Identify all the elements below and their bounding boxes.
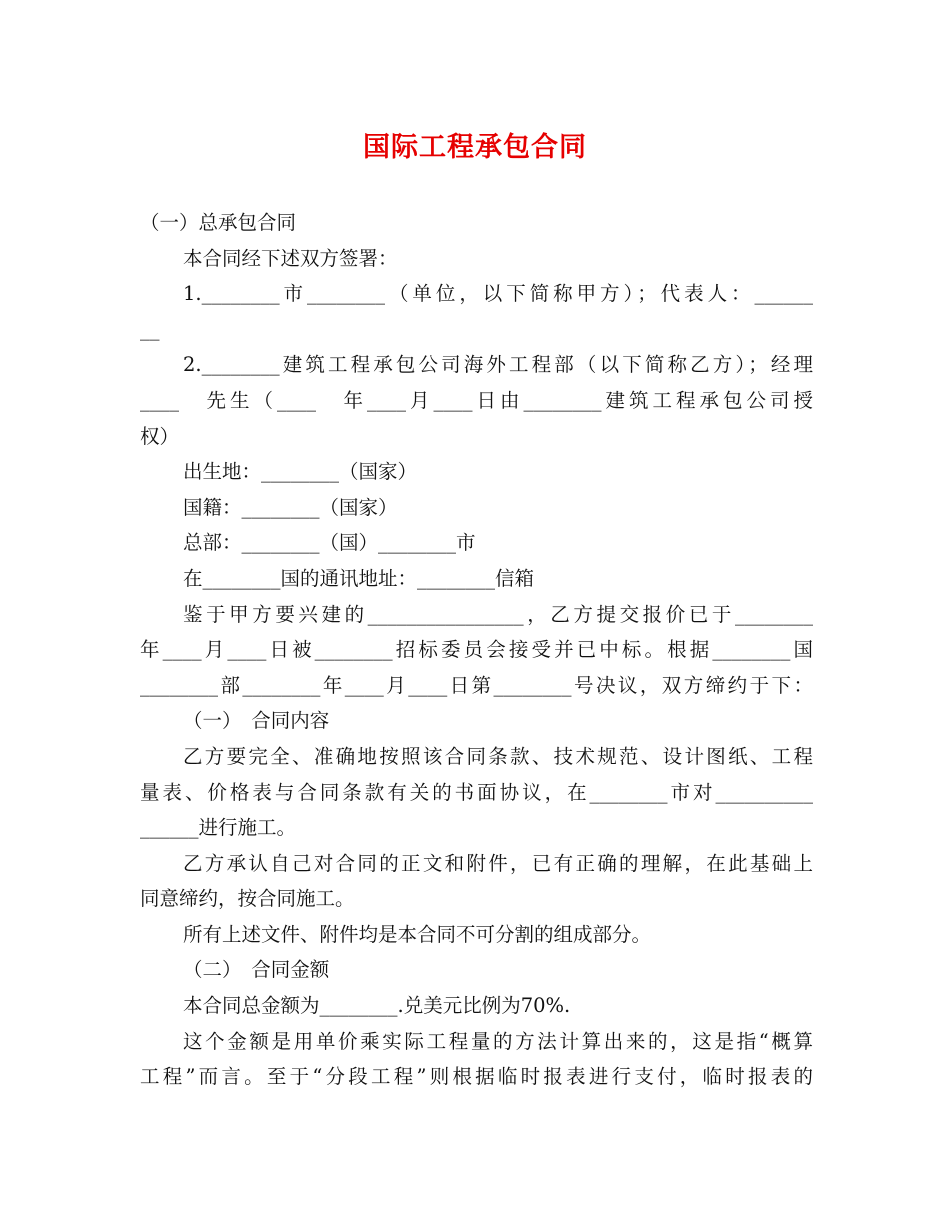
section-heading: （一） 合同内容 <box>183 709 330 733</box>
paragraph-line: 工程”而言。至于“分段工程”则根据临时报表进行支付，临时报表的 <box>140 1065 813 1089</box>
paragraph-line: 出生地：________（国家） <box>183 460 418 484</box>
paragraph-line: 同意缔约，按合同施工。 <box>140 887 355 911</box>
section-heading: （二） 合同金额 <box>183 958 330 982</box>
paragraph-line: 年____月____日被________招标委员会接受并已中标。根据________国 <box>140 638 813 662</box>
paragraph-line: ________部________年____月____日第________号决议，双方缔约于下： <box>140 673 813 697</box>
paragraph-line: 这个金额是用单价乘实际工程量的方法计算出来的，这是指“概算 <box>183 1029 813 1053</box>
paragraph-line: 本合同经下述双方签署： <box>183 246 398 270</box>
paragraph-line: 乙方要完全、准确地按照该合同条款、技术规范、设计图纸、工程 <box>183 744 813 768</box>
paragraph-line: 在________国的通讯地址：________信箱 <box>183 566 535 590</box>
paragraph-line: 权） <box>140 424 180 448</box>
paragraph-line: 国籍：________（国家） <box>183 495 398 519</box>
paragraph-line: 量表、价格表与合同条款有关的书面协议，在________市对__________ <box>140 780 813 804</box>
paragraph-line: ______进行施工。 <box>140 816 297 840</box>
document-title: 国际工程承包合同 <box>363 132 587 163</box>
document-body <box>140 205 813 1095</box>
paragraph-line: 本合同总金额为________.兑美元比例为70%. <box>183 994 571 1018</box>
section-heading: （一）总承包合同 <box>140 211 297 234</box>
paragraph-line: 所有上述文件、附件均是本合同不可分割的组成部分。 <box>183 922 652 946</box>
paragraph-line: 1.________市________（单位，以下简称甲方）；代表人：______ <box>183 282 813 306</box>
paragraph-line: 鉴于甲方要兴建的________________，乙方提交报价已于________ <box>183 602 813 626</box>
paragraph-line: __ <box>140 317 160 341</box>
paragraph-line: 乙方承认自己对合同的正文和附件，已有正确的理解，在此基础上 <box>183 851 813 875</box>
paragraph-line: ____ 先生（____ 年____月____日由________建筑工程承包公司授 <box>140 388 813 412</box>
paragraph-line: 总部：________（国）________市 <box>183 531 476 555</box>
paragraph-line: 2.________建筑工程承包公司海外工程部（以下简称乙方）；经理 <box>183 353 813 377</box>
